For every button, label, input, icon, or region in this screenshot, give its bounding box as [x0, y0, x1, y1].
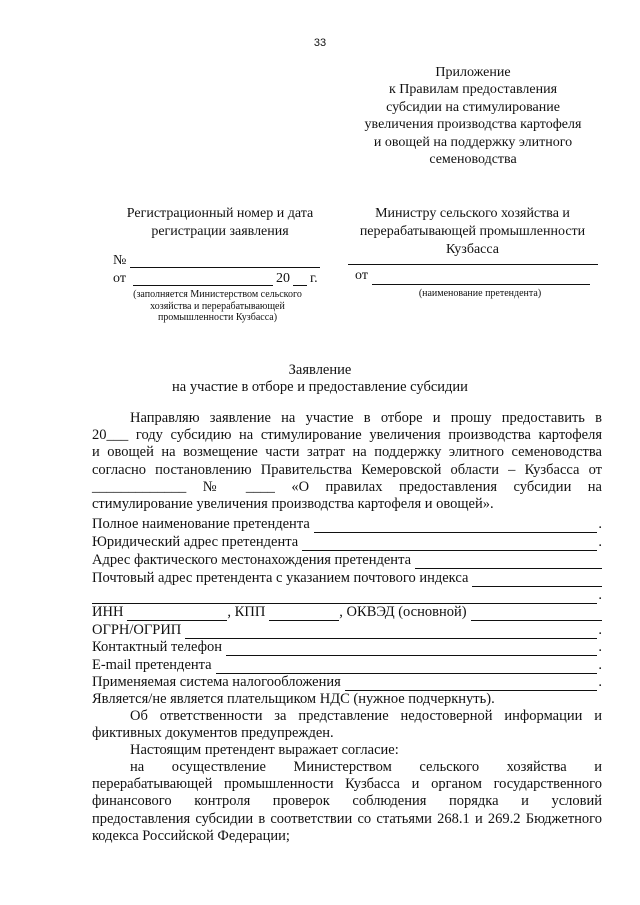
phone-row: Контактный телефон .	[92, 639, 602, 655]
appendix-line: увеличения производства картофеля	[364, 117, 582, 133]
appendix-line: субсидии на стимулирование	[386, 99, 560, 115]
appendix-line: к Правилам предоставления	[388, 82, 558, 98]
responsibility-paragraph: Об ответственности за представление недостоверной информации и фиктивных документов предупрежден.	[92, 708, 602, 742]
phone-field[interactable]	[226, 642, 597, 656]
addressee-divider	[348, 264, 598, 265]
tax-system-row: Применяемая система налогообложения .	[92, 674, 602, 690]
registration-year-field[interactable]	[293, 285, 307, 286]
full-name-row: Полное наименование претендента .	[92, 516, 602, 532]
ogrn-row: ОГРН/ОГРИП .	[92, 622, 602, 638]
tax-system-field[interactable]	[345, 677, 598, 691]
request-paragraph: Направляю заявление на участие в отборе и прошу предоставить в 20___ году субсидию на стимулирование увеличения производства картофеля и овощей на возмещение части затрат на поддержку элитного семеноводства согласно постановлению Правительства Кемеровской области – Кузбасса от _____________ № ____ «О правилах предоставления субсидии на стимулирование увеличения производства картофеля и овощей».	[92, 410, 602, 513]
registration-year-prefix: 20	[276, 271, 290, 286]
registration-date-field[interactable]	[133, 285, 273, 286]
postal-address-cont-field[interactable]	[92, 590, 597, 604]
registration-date-label: от	[113, 271, 126, 286]
consent-intro: Настоящим претендент выражает согласие:	[130, 742, 399, 758]
applicant-name-field[interactable]	[372, 284, 590, 285]
legal-address-row: Юридический адрес претендента .	[92, 534, 602, 550]
postal-address-row: Почтовый адрес претендента с указанием почтового индекса	[92, 569, 602, 587]
full-name-field[interactable]	[314, 519, 598, 533]
registration-title: Регистрационный номер и дата регистрации заявления	[126, 206, 314, 239]
page-number: 33	[313, 37, 327, 49]
okved-field[interactable]	[471, 607, 602, 621]
statement-title: Заявление на участие в отборе и предоставление субсидии	[172, 362, 468, 395]
email-field[interactable]	[216, 660, 598, 674]
kpp-field[interactable]	[269, 607, 339, 621]
registration-year-suffix: г.	[310, 271, 318, 286]
registration-number-field[interactable]	[130, 267, 320, 268]
appendix-line: и овощей на поддержку элитного	[373, 134, 573, 150]
actual-address-field[interactable]	[415, 555, 602, 569]
actual-address-row: Адрес фактического местонахождения претендента	[92, 551, 602, 569]
postal-address-cont-row: .	[92, 586, 602, 604]
ogrn-field[interactable]	[185, 625, 597, 639]
email-row: E-mail претендента .	[92, 657, 602, 673]
appendix-block	[348, 64, 598, 168]
legal-address-field[interactable]	[302, 537, 597, 551]
consent-paragraph: на осуществление Министерством сельского хозяйства и перерабатывающей промышленности Кузбасса и органом государственного финансового контроля проверок соблюдения порядка и условий предоставления субсидии в соответствии со статьями 268.1 и 269.2 Бюджетного кодекса Российской Федерации;	[92, 759, 602, 844]
addressee-block: Министру сельского хозяйства и перерабатывающей промышленности Кузбасса	[359, 206, 586, 257]
registration-number-label: №	[113, 253, 127, 268]
postal-address-field[interactable]	[472, 573, 602, 587]
addressee-from-label: от	[355, 268, 368, 283]
codes-row: ИНН , КПП , ОКВЭД (основной)	[92, 603, 602, 621]
applicant-name-note: (наименование претендента)	[418, 288, 542, 299]
inn-field[interactable]	[127, 607, 227, 621]
registration-note: (заполняется Министерством сельского хозяйства и перерабатывающей промышленности Кузбасса)	[133, 289, 302, 323]
appendix-line: Приложение	[435, 65, 511, 80]
appendix-line: семеноводства	[429, 152, 517, 168]
vat-row: Является/не является плательщиком НДС (нужное подчеркнуть).	[92, 691, 495, 707]
